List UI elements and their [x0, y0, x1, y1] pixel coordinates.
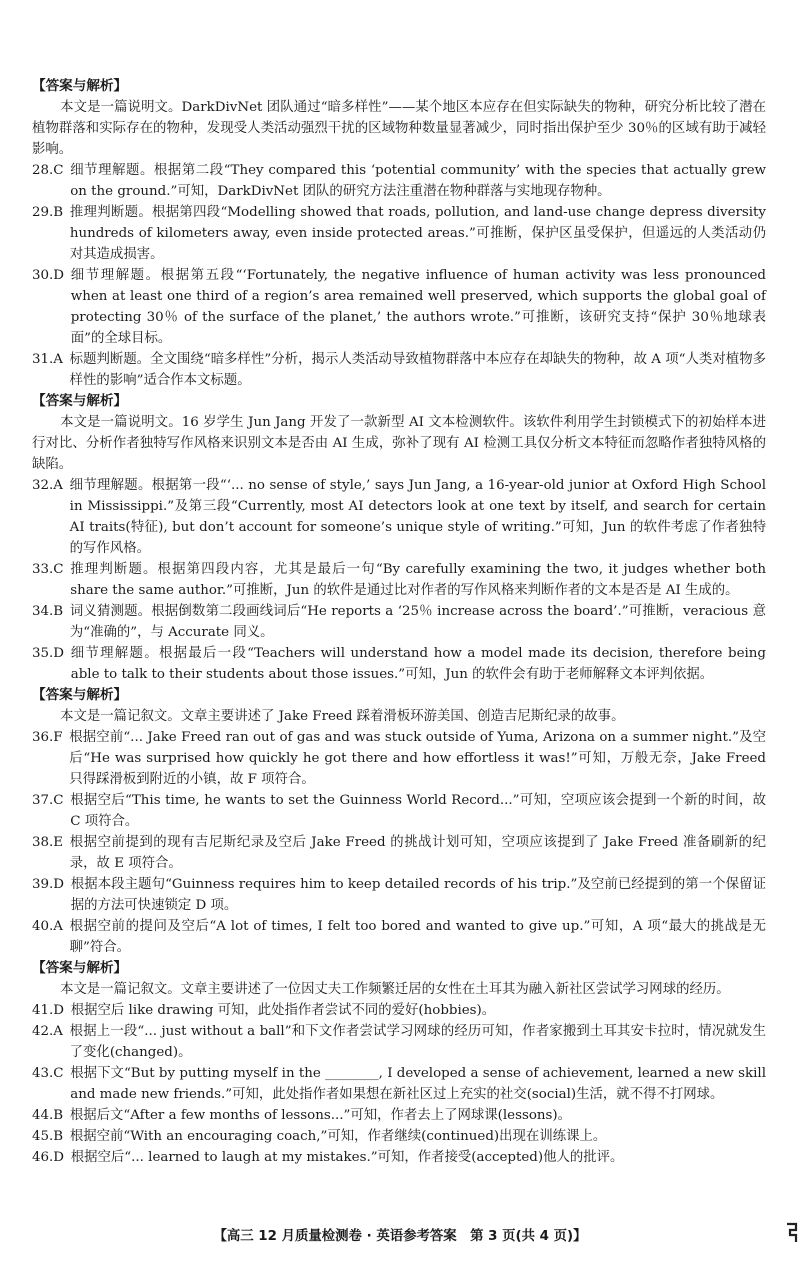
answer-item: [32, 916, 766, 958]
section-intro: 本文是一篇记叙文。文章主要讲述了一位因丈夫工作频繁迁居的女性在土耳其为融入新社区尝试学习网球的经历。: [60, 982, 730, 997]
answer-explanation: 推理判断题。根据第四段内容，尤其是最后一句“By carefully examining the two, it judges whether both share the same author.”可推断，Jun 的软件是通过比对作者的写作风格来判断作者的文本是否是 AI 生成的。: [70, 562, 766, 598]
answer-explanation: 细节理解题。根据第二段“They compared this ‘potential community’ with the species that actually grew on the ground.”可知，DarkDivNet 团队的研究方法注重潜在物种群落与实地现存物种。: [70, 163, 766, 199]
answer-explanation: 词义猜测题。根据倒数第二段画线词后“He reports a ‘25％ increase across the board’.”可推断，veracious 意为“准确的”，与 Accurate 同义。: [69, 604, 766, 640]
answer-explanation: 根据空前提到的现有吉尼斯纪录及空后 Jake Freed 的挑战计划可知，空项应该提到了 Jake Freed 准备刷新的纪录，故 E 项符合。: [69, 835, 766, 871]
section-intro: 本文是一篇说明文。DarkDivNet 团队通过“暗多样性”——某个地区本应存在但实际缺失的物种，研究分析比较了潜在植物群落和实际存在的物种，发现受人类活动强烈干扰的区域物种数量显著减少，同时指出保护至少 30％的区域有助于减轻影响。: [32, 100, 766, 157]
answer-item: [32, 1147, 766, 1168]
answer-item: [32, 832, 766, 874]
answer-item: [32, 202, 766, 265]
answer-item: [32, 601, 766, 643]
answer-number: 39.D: [32, 877, 65, 892]
answer-item: [32, 1021, 766, 1063]
answer-explanation: 标题判断题。全文围绕“暗多样性”分析，揭示人类活动导致植物群落中本应存在却缺失的物种，故 A 项“人类对植物多样性的影响”适合作本文标题。: [69, 352, 766, 388]
answer-number: 34.B: [32, 604, 64, 619]
answer-number: 41.D: [32, 1003, 65, 1018]
answer-item: [32, 559, 766, 601]
page-footer: 【高三 12 月质量检测卷 · 英语参考答案 第 3 页(共 4 页)】: [213, 1229, 587, 1244]
answer-explanation: 根据后文“After a few months of lessons...”可知，作者去上了网球课(lessons)。: [69, 1108, 571, 1123]
answer-explanation: 根据下文“But by putting myself in the ________, I developed a sense of achievement, learned a new skill and made new friends.”可知，此处指作者如果想在新社区过上充实的社交(social)生活，就不得不打网球。: [70, 1066, 766, 1102]
answer-number: 35.D: [32, 646, 65, 661]
answer-number: 36.F: [32, 730, 63, 745]
passage-section-1: [32, 76, 766, 391]
answer-item: [32, 349, 766, 391]
section-intro: 本文是一篇记叙文。文章主要讲述了 Jake Freed 踩着滑板环游美国、创造吉尼斯纪录的故事。: [60, 709, 625, 724]
section-heading: 【答案与解析】: [32, 687, 128, 703]
answer-item: [32, 1063, 766, 1105]
answer-number: 46.D: [32, 1150, 65, 1165]
answer-explanation: 根据空后“This time, he wants to set the Guinness World Record...”可知，空项应该会提到一个新的时间，故 C 项符合。: [70, 793, 766, 829]
answer-item: [32, 643, 766, 685]
answer-explanation: 根据空后“... learned to laugh at my mistakes.”可知，作者接受(accepted)他人的批评。: [70, 1150, 624, 1165]
answer-explanation: 根据上一段“... just without a ball”和下文作者尝试学习网球的经历可知，作者家搬到土耳其安卡拉时，情况就发生了变化(changed)。: [69, 1024, 766, 1060]
answer-item: [32, 475, 766, 559]
answer-number: 43.C: [32, 1066, 64, 1081]
section-heading: 【答案与解析】: [32, 960, 128, 976]
answer-item: [32, 265, 766, 349]
answer-number: 40.A: [32, 919, 63, 934]
answer-explanation: 推理判断题。根据第四段“Modelling showed that roads, pollution, and land-use change depress diversity hundreds of kilometers away, even inside protected areas.”可推断，保护区虽受保护，但遥远的人类活动仍对其造成损害。: [69, 205, 766, 262]
answer-number: 33.C: [32, 562, 64, 577]
answer-explanation: 根据空前“With an encouraging coach,”可知，作者继续(continued)出现在训练课上。: [69, 1129, 607, 1144]
answer-number: 29.B: [32, 205, 64, 220]
answer-number: 31.A: [32, 352, 63, 367]
answer-explanation: 根据空后 like drawing 可知，此处指作者尝试不同的爱好(hobbies)。: [70, 1003, 496, 1018]
answer-item: [32, 874, 766, 916]
section-heading: 【答案与解析】: [32, 78, 128, 94]
answer-item: [32, 160, 766, 202]
answer-explanation: 细节理解题。根据第五段“‘Fortunately, the negative influence of human activity was less pronounced when at least one third of a region’s area remained well preserved, which supports the global goal of protecting 30％ of the surface of the planet,’ the authors wrote.”可推断，该研究支持“保护 30％地球表面”的全球目标。: [70, 268, 766, 346]
answer-explanation: 细节理解题。根据第一段“‘... no sense of style,’ says Jun Jang, a 16-year-old junior at Oxford High School in Mississippi.”及第三段“Currently, most AI detectors look at one text by itself, and search for certain AI traits(特征), but don’t account for someone’s unique style of writing.”可知，Jun 的软件考虑了作者独特的写作风格。: [69, 478, 766, 556]
answer-item: [32, 1105, 766, 1126]
answer-item: [32, 1000, 766, 1021]
answer-explanation: 细节理解题。根据最后一段“Teachers will understand how a model made its decision, therefore being able to talk to their students about those issues.”可知，Jun 的软件会有助于老师解释文本评判依据。: [70, 646, 766, 682]
answer-explanation: 根据本段主题句“Guinness requires him to keep detailed records of his trip.”及空前已经提到的第一个保留证据的方法可快速锁定 D 项。: [70, 877, 766, 913]
answer-number: 38.E: [32, 835, 64, 850]
answer-number: 45.B: [32, 1129, 64, 1144]
passage-section-4: [32, 958, 766, 1168]
answer-number: 32.A: [32, 478, 63, 493]
passage-section-3: [32, 685, 766, 958]
section-heading: 【答案与解析】: [32, 393, 128, 409]
answer-number: 37.C: [32, 793, 64, 808]
answer-item: [32, 790, 766, 832]
section-intro: 本文是一篇说明文。16 岁学生 Jun Jang 开发了一款新型 AI 文本检测软件。该软件利用学生封锁模式下的初始样本进行对比、分析作者独特写作风格来识别文本是否由 AI 生成，弥补了现有 AI 检测工具仅分析文本特征而忽略作者独特风格的缺陷。: [32, 415, 766, 472]
answer-explanation: 根据空前“... Jake Freed ran out of gas and was stuck outside of Yuma, Arizona on a summer night.”及空后“He was surprised how quickly he got there and how effortless it was!”可知，万般无奈，Jake Freed 只得踩滑板到附近的小镇，故 F 项符合。: [69, 730, 766, 787]
answer-item: [32, 727, 766, 790]
answer-number: 30.D: [32, 268, 65, 283]
answer-number: 28.C: [32, 163, 64, 178]
answer-explanation: 根据空前的提问及空后“A lot of times, I felt too bored and wanted to give up.”可知，A 项“最大的挑战是无聊”符合。: [69, 919, 766, 955]
answer-item: [32, 1126, 766, 1147]
passage-section-2: [32, 391, 766, 685]
page-edge-mark-icon: [786, 1222, 798, 1244]
answer-number: 42.A: [32, 1024, 63, 1039]
answer-number: 44.B: [32, 1108, 64, 1123]
